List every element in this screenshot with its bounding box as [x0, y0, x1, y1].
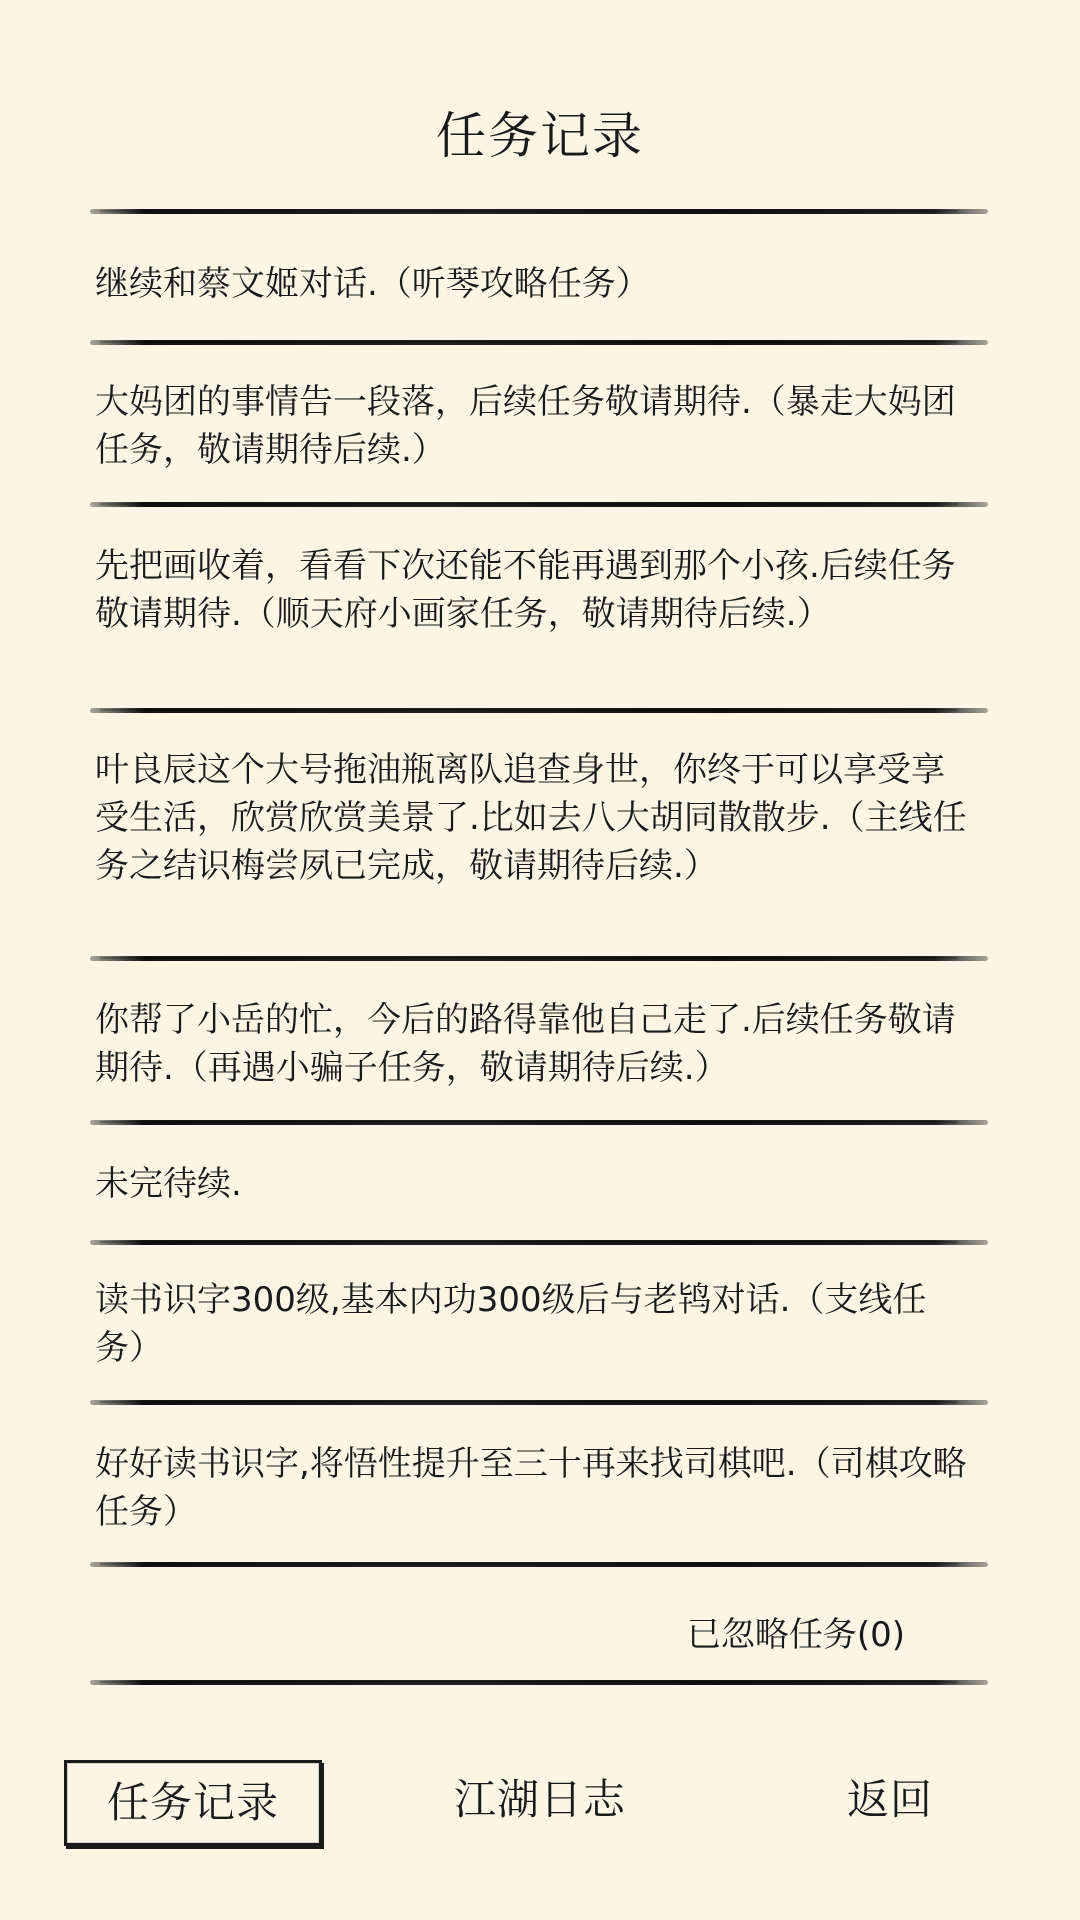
- divider: [90, 708, 988, 713]
- divider: [90, 502, 988, 507]
- divider: [90, 1400, 988, 1405]
- divider: [90, 340, 988, 345]
- divider: [90, 956, 988, 961]
- quest-item[interactable]: 先把画收着，看看下次还能不能再遇到那个小孩.后续任务敬请期待.（顺天府小画家任务，敬请期待后续.）: [95, 546, 956, 634]
- quest-item[interactable]: 好好读书识字,将悟性提升至三十再来找司棋吧.（司棋攻略任务）: [95, 1444, 967, 1532]
- divider: [90, 1240, 988, 1245]
- bottom-nav: [0, 1760, 1080, 1844]
- quest-item[interactable]: 读书识字300级,基本内功300级后与老鸨对话.（支线任务）: [95, 1280, 927, 1368]
- quest-item[interactable]: 继续和蔡文姬对话.（听琴攻略任务）: [95, 264, 650, 304]
- divider: [90, 1120, 988, 1125]
- divider: [90, 1680, 988, 1685]
- ignored-quests-link[interactable]: 已忽略任务(0): [686, 1615, 905, 1655]
- page-title: 任务记录: [436, 107, 644, 165]
- quest-item[interactable]: 大妈团的事情告一段落，后续任务敬请期待.（暴走大妈团任务，敬请期待后续.）: [95, 382, 956, 470]
- tab-jianghu-log[interactable]: 江湖日志: [453, 1775, 626, 1824]
- quest-item[interactable]: 叶良辰这个大号拖油瓶离队追查身世，你终于可以享受享受生活，欣赏欣赏美景了.比如去八大胡同散散步.（主线任务之结识梅尝夙已完成，敬请期待后续.）: [95, 750, 967, 886]
- divider: [90, 209, 988, 214]
- divider: [90, 1562, 988, 1567]
- back-button[interactable]: 返回: [846, 1775, 933, 1824]
- quest-item[interactable]: 未完待续.: [95, 1164, 242, 1204]
- quest-item[interactable]: 你帮了小岳的忙，今后的路得靠他自己走了.后续任务敬请期待.（再遇小骗子任务，敬请期待后续.）: [95, 1000, 956, 1088]
- tab-quest-log[interactable]: 任务记录: [64, 1760, 322, 1846]
